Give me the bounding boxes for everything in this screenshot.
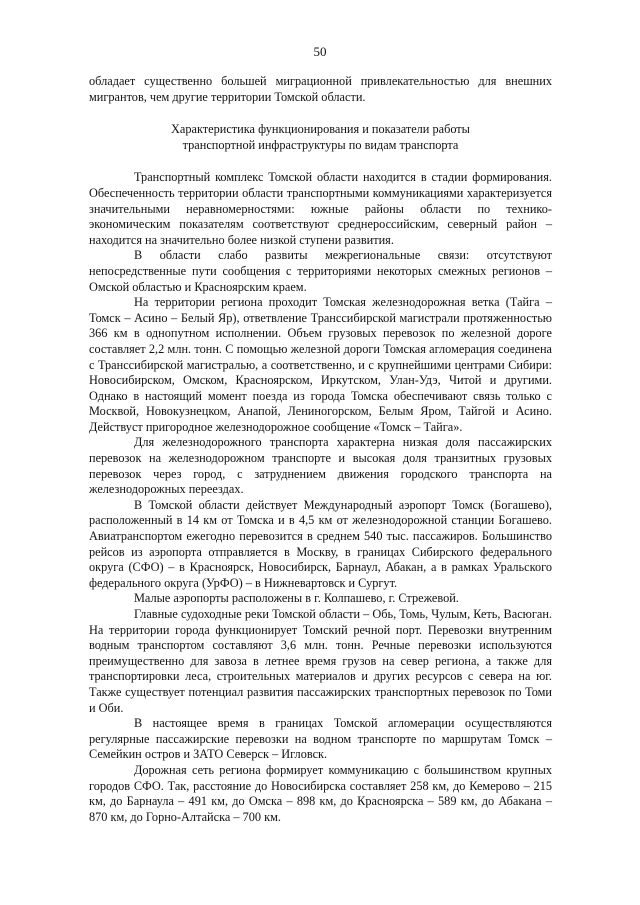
section-heading: [89, 122, 552, 153]
section-heading-line-1: Характеристика функционирования и показатели работы: [171, 122, 470, 137]
paragraph-road-network: Дорожная сеть региона формирует коммуникацию с большинством крупных городов СФО. Так, расстояние до Новосибирска составляет 258 км, до Кемерово – 215 км, до Барнаула – 491 км, до Омска – 898 км, до Красноярска – 589 км, до Абакана – 870 км, до Горно-Алтайска – 700 км.: [89, 762, 552, 824]
paragraph-railway-branch: На территории региона проходит Томская железнодорожная ветка (Тайга – Томск – Асино – Белый Яр), ответвление Транссибирской магистрали протяженностью 366 км в однопутном исполнении. Объем грузовых перевозок по железной дороге составляет 2,2 млн. тонн. С помощью железной дороги Томская агломерация соединена с Транссибирской магистралью, а соответственно, и с крупнейшими центрами Сибири: Новосибирском, Омском, Красноярском, Иркутском, Улан-Удэ, Читой и другими. Однако в настоящий момент поезда из города Томска обеспечивают связь только с Москвой, Новокузнецком, Анапой, Лениногорском, Белым Яром, Тайгой и Асино. Действуст пригородное железнодорожное сообщение «Томск – Тайга».: [89, 295, 552, 434]
paragraph-railway-share: Для железнодорожного транспорта характерна низкая доля пассажирских перевозок на железнодорожном транспорте и высокая доля транзитных грузовых перевозок через город, с затруднением движения городского транспорта на железнодорожных переездах.: [89, 435, 552, 497]
intro-paragraph: обладает существенно большей миграционной привлекательностью для внешних мигрантов, чем другие территории Томской области.: [89, 74, 552, 104]
paragraph-small-airports: Малые аэропорты расположены в г. Колпашево, г. Стрежевой.: [134, 591, 459, 606]
paragraph-rivers: Главные судоходные реки Томской области – Обь, Томь, Чулым, Кеть, Васюган. На территории города функционирует Томский речной порт. Перевозки внутренним водным транспортом составляют 3,6 млн. тонн. Речные перевозки используются преимущественно для завоза в летнее время грузов на север региона, а также для транспортировки леса, строительных материалов и других ресурсов с севера на юг. Также существует потенциал развития пассажирских транспортных перевозок по Томи и Оби.: [89, 607, 553, 715]
section-heading-line-2: транспортной инфраструктуры по видам транспорта: [182, 137, 459, 152]
document-body: [89, 74, 552, 825]
page-number: 50: [313, 44, 327, 59]
paragraph-transport-complex: Транспортный комплекс Томской области находится в стадии формирования. Обеспеченность территории области транспортными коммуникациями характеризуется значительными неравномерностями: южные районы области по технико-экономическим показателям соответствуют среднероссийским, северный район – находится на значительно более низкой ступени развития.: [89, 170, 552, 247]
paragraph-interregional-links: В области слабо развиты межрегиональные связи: отсутствуют непосредственные пути сообщения с территориями некоторых смежных регионов – Омской областью и Красноярским краем.: [89, 248, 552, 294]
paragraph-water-routes: В настоящее время в границах Томской агломерации осуществляются регулярные пассажирские перевозки на водном транспорте по маршрутам Томск – Семейкин остров и ЗАТО Северск – Игловск.: [89, 716, 552, 762]
paragraph-airport: В Томской области действует Международный аэропорт Томск (Богашево), расположенный в 14 км от Томска и в 4,5 км от железнодорожной станции Богашево. Авиатранспортом ежегодно перевозится в среднем 540 тыс. пассажиров. Большинство рейсов из аэропорта отправляется в Москву, в границах Сибирского федерального округа (СФО) – в Красноярск, Новосибирск, Барнаул, Абакан, а в рамках Уральского федерального округа (УрФО) – в Нижневартовск и Сургут.: [89, 497, 552, 590]
